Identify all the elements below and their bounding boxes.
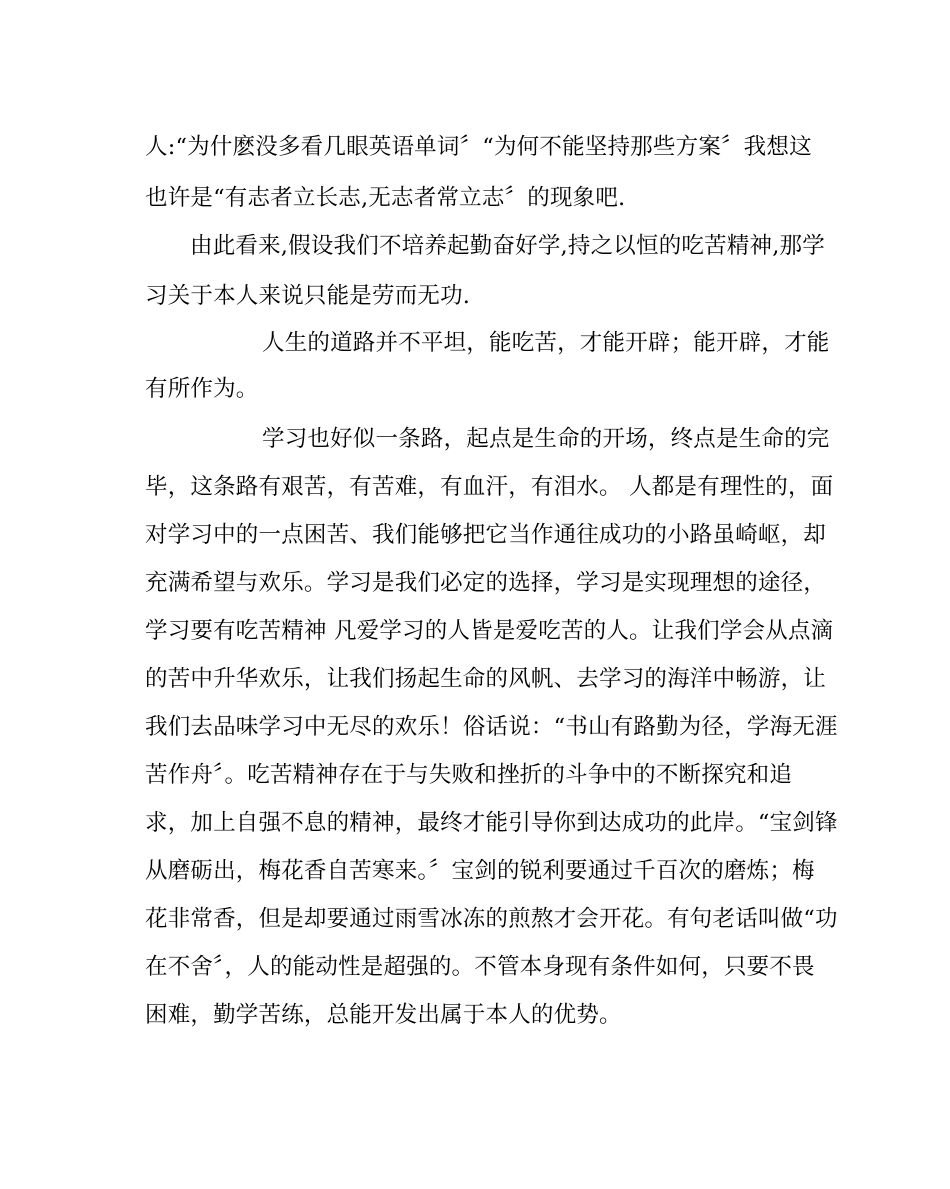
text-line: 充满希望与欢乐。学习是我们必定的选择，学习是实现理想的途径， xyxy=(145,570,827,596)
text-line: 人生的道路并不平坦，能吃苦，才能开辟；能开辟，才能 xyxy=(262,330,830,356)
text-line: 求，加上自强不息的精神，最终才能引导你到达成功的此岸。“宝剑锋 xyxy=(145,810,838,836)
text-line: 对学习中的一点困苦、我们能够把它当作通往成功的小路虽崎岖，却 xyxy=(145,522,827,548)
text-line: 在不舍〞，人的能动性是超强的。不管本身现有条件如何，只要不畏 xyxy=(145,954,815,980)
text-line: 有所作为。 xyxy=(145,376,259,402)
text-line: 苦作舟〞。吃苦精神存在于与失败和挫折的斗争中的不断探究和追 xyxy=(145,762,793,788)
text-line: 由此看来,假设我们不培养起勤奋好学,持之以恒的吃苦精神,那学 xyxy=(190,233,825,259)
text-line: 花非常香，但是却要通过雨雪冰冻的煎熬才会开花。有句老话叫做“功 xyxy=(145,906,838,932)
text-line: 我们去品味学习中无尽的欢乐！俗话说：“书山有路勤为径，学海无涯 xyxy=(145,714,838,740)
text-line: 困难，勤学苦练，总能开发出属于本人的优势。 xyxy=(145,1002,622,1028)
text-line: 从磨砺出，梅花香自苦寒来。〞宝剑的锐利要通过千百次的磨炼；梅 xyxy=(145,858,815,884)
text-line: 学习要有吃苦精神 凡爱学习的人皆是爱吃苦的人。让我们学会从点滴 xyxy=(145,618,834,644)
text-line: 习关于本人来说只能是劳而无功. xyxy=(145,283,471,309)
text-line: 学习也好似一条路，起点是生命的开场，终点是生命的完 xyxy=(262,426,830,452)
text-line: 人:“为什麽没多看几眼英语单词〞“为何不能坚持那些方案〞我想这 xyxy=(145,134,812,160)
text-line: 毕，这条路有艰苦，有苦难，有血汗，有泪水。 人都是有理性的，面 xyxy=(145,474,834,500)
text-line: 的苦中升华欢乐，让我们扬起生命的风帆、去学习的海洋中畅游，让 xyxy=(145,666,827,692)
text-line: 也许是“有志者立长志,无志者常立志〞的现象吧. xyxy=(145,185,626,211)
